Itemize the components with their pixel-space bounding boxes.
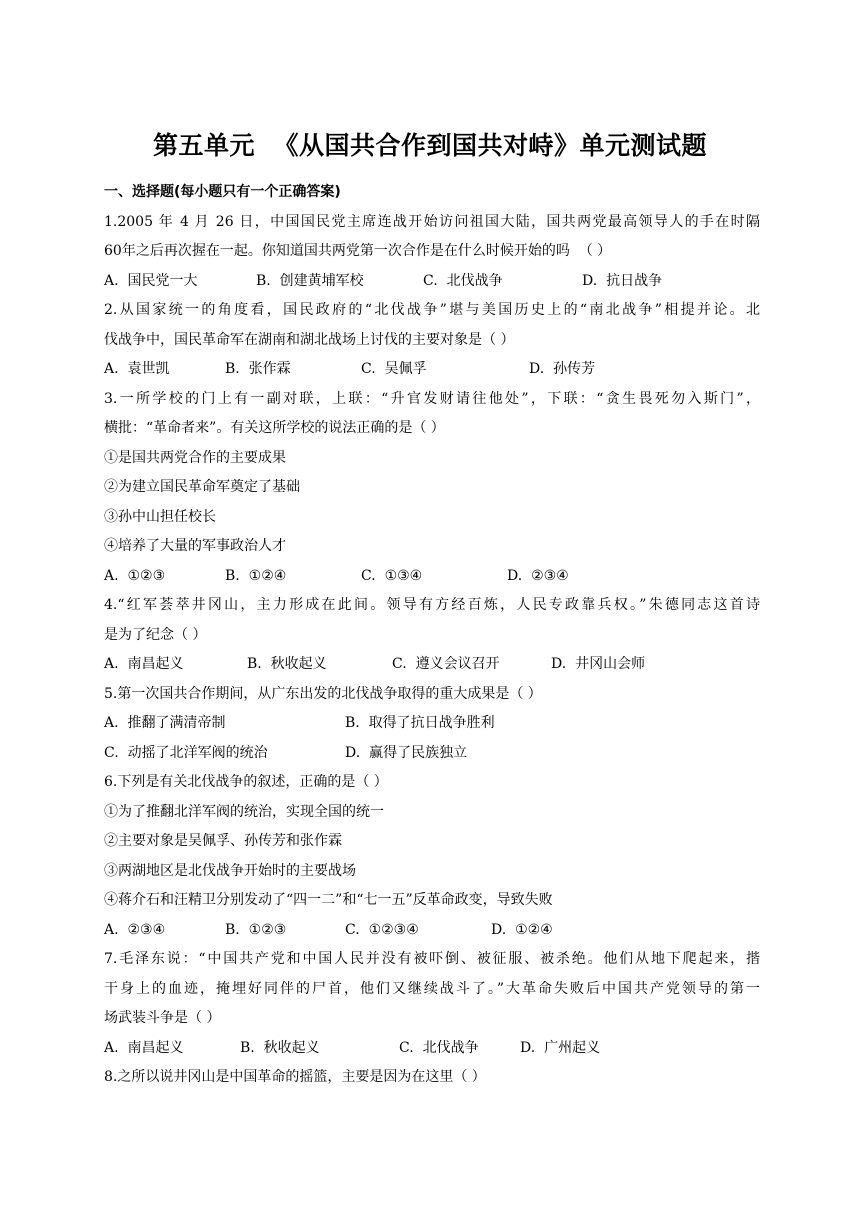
question-2-text: 2.从国家统一的角度看，国民政府的“北伐战争”堪与美国历史上的“南北战争”相提并论。北 [104,302,760,318]
question-5-options-row-2 [104,739,760,769]
option-a: A. 南昌起义 [104,1039,184,1056]
option-c: C. 北伐战争 [423,272,503,289]
option-b: B. ①②④ [225,567,287,584]
option-c: C. 北伐战争 [399,1039,479,1056]
question-3-statement: ④培养了大量的军事政治人才 [104,538,286,554]
option-a: A. ①②③ [104,567,166,584]
question-3-text: 横批：“革命者来”。有关这所学校的说法正确的是（ ） [104,420,445,436]
option-c: C. ①②③④ [345,921,419,938]
option-a: A. 袁世凯 [104,361,170,377]
question-1-text: 60年之后再次握在一起。你知道国共两党第一次合作是在什么时候开始的吗 （ ） [104,243,612,259]
question-4-text: 是为了纪念（ ） [104,626,207,643]
question-1-options [104,267,760,297]
option-a: A. 国民党一大 [104,272,198,289]
question-7-text: 干身上的血迹，掩埋好同伴的尸首，他们又继续战斗了。”大革命失败后中国共产党领导的第一 [104,980,760,997]
question-5-text: 5.第一次国共合作期间，从广东出发的北伐战争取得的重大成果是（ ） [104,685,542,702]
option-d: D. 孙传芳 [529,361,596,377]
question-4-text: 4.“红军荟萃井冈山，主力形成在此间。领导有方经百炼，人民专政靠兵权。”朱德同志这首诗 [104,597,760,613]
question-2-text: 伐战争中，国民革命军在湖南和湖北战场上讨伐的主要对象是（ ） [104,331,515,348]
option-d: D. 抗日战争 [582,272,663,289]
option-c: C. 动摇了北洋军阀的统治 [104,744,268,761]
question-7-text: 场武装斗争是（ ） [104,1010,221,1026]
option-d: D. 井冈山会师 [551,656,646,672]
question-7-options [104,1034,760,1064]
question-6-statement: ④蒋介石和汪精卫分别发动了“四一二”和“七一五”反革命政变，导致失败 [104,892,553,908]
question-6-statement: ①为了推翻北洋军阀的统治，实现全国的统一 [104,803,384,820]
option-b: B. 创建黄埔军校 [256,272,364,289]
option-b: B. 张作霖 [225,361,291,377]
option-a: A. ②③④ [104,921,166,938]
option-d: D. 广州起义 [520,1039,601,1056]
question-4-options [104,650,760,680]
section-heading: 一、选择题(每小题只有一个正确答案) [104,184,341,200]
option-c: C. 遵义会议召开 [392,656,500,672]
option-d: D. ②③④ [507,567,569,584]
question-3-statement: ③孙中山担任校长 [104,508,216,525]
option-b: B. 取得了抗日战争胜利 [345,715,495,731]
question-1-text: 1.2005 年 4 月 26 日，中国国民党主席连战开始访问祖国大陆，国共两党最高领导人的手在时隔 [104,213,760,230]
question-6-text: 6.下列是有关北伐战争的叙述，正确的是（ ） [104,774,388,790]
question-6-options [104,916,760,946]
question-6-statement: ②主要对象是吴佩孚、孙传芳和张作霖 [104,833,342,849]
option-a: A. 推翻了满清帝制 [104,715,226,731]
option-c: C. ①③④ [361,567,423,584]
question-8-text: 8.之所以说井冈山是中国革命的摇篮，主要是因为在这里（ ） [104,1069,486,1085]
option-a: A. 南昌起义 [104,656,184,672]
question-3-statement: ②为建立国民革命军奠定了基础 [104,479,300,495]
option-b: B. 秋收起义 [240,1039,320,1056]
question-3-text: 3.一所学校的门上有一副对联，上联：“升官发财请往他处”，下联：“贪生畏死勿入斯门”， [104,390,760,407]
option-d: D. 赢得了民族独立 [345,744,468,761]
question-3-options [104,562,760,592]
question-list [104,178,760,1093]
question-7-text: 7.毛泽东说：“中国共产党和中国人民并没有被吓倒、被征服、被杀绝。他们从地下爬起来，揩 [104,951,760,967]
question-5-options-row-1 [104,709,760,739]
question-2-options [104,355,760,385]
option-b: B. ①②③ [225,921,287,938]
question-6-statement: ③两湖地区是北伐战争开始时的主要战场 [104,862,356,879]
option-d: D. ①②④ [491,921,553,938]
option-c: C. 吴佩孚 [361,361,427,377]
question-3-statement: ①是国共两党合作的主要成果 [104,449,286,466]
page-title: 第五单元 《从国共合作到国共对峙》单元测试题 [153,131,707,160]
option-b: B. 秋收起义 [247,656,327,672]
